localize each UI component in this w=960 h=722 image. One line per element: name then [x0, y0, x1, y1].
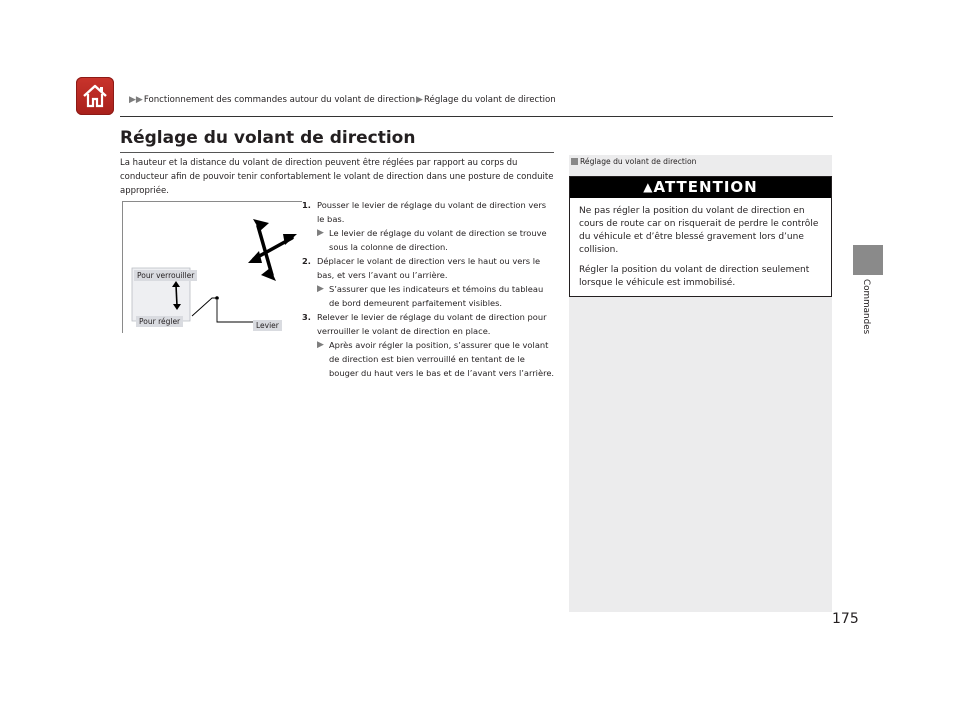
breadcrumb-parent[interactable]: Fonctionnement des commandes autour du volant de direction: [143, 95, 416, 105]
note-marker-icon: [571, 158, 578, 165]
list-item: [302, 310, 556, 338]
header-divider: [120, 116, 833, 117]
warning-paragraph: Régler la position du volant de direction seulement lorsque le véhicule est immobilisé.: [579, 265, 810, 288]
title-divider: [120, 152, 554, 153]
warning-title-text: ATTENTION: [653, 178, 758, 196]
breadcrumb-arrow-icon: ▶▶: [129, 95, 143, 105]
warning-triangle-icon: ▲: [643, 180, 654, 194]
list-item: [302, 226, 556, 254]
step-number: 3.: [302, 312, 311, 322]
list-item: [302, 254, 556, 282]
step-text: Relever le levier de réglage du volant de direction pour verrouiller le volant de direction en place.: [317, 312, 547, 336]
step-note: Le levier de réglage du volant de direction se trouve sous la colonne de direction.: [329, 228, 547, 252]
figure-label-adjust: Pour régler: [136, 316, 183, 327]
bullet-arrow-icon: ▶: [317, 284, 324, 294]
step-note: S’assurer que les indicateurs et témoins du tableau de bord demeurent parfaitement visibles.: [329, 284, 544, 308]
home-button[interactable]: [76, 77, 114, 115]
figure-label-lock: Pour verrouiller: [134, 270, 197, 281]
steering-lever-figure: [122, 201, 302, 333]
bullet-arrow-icon: ▶: [317, 228, 324, 238]
step-text: Déplacer le volant de direction vers le haut ou vers le bas, et vers l’avant ou l’arrière.: [317, 256, 541, 280]
figure-label-lever: Levier: [253, 320, 282, 331]
chapter-tab-label: Commandes: [861, 279, 871, 335]
section-title: Réglage du volant de direction: [120, 128, 416, 148]
intro-text: La hauteur et la distance du volant de direction peuvent être réglées par rapport au corps du conducteur afin de pouvoir tenir confortablement le volant de direction dans une posture de conduite appropriée.: [120, 158, 554, 196]
adjustment-arrows-icon: [122, 201, 302, 333]
step-text: Pousser le levier de réglage du volant de direction vers le bas.: [317, 200, 547, 224]
step-number: 2.: [302, 256, 311, 266]
chapter-tab-label-wrap: [853, 279, 883, 369]
steps-list: [302, 198, 556, 380]
warning-text: [579, 205, 825, 297]
breadcrumb: [128, 95, 556, 105]
breadcrumb-arrow-icon: ▶: [416, 95, 423, 105]
step-number: 1.: [302, 200, 311, 210]
list-item: [302, 338, 556, 380]
warning-paragraph: Ne pas régler la position du volant de direction en cours de route car on risquerait de perdre le contrôle du véhicule et d’être blessé gravement lors d’une collision.: [579, 206, 819, 255]
step-note: Après avoir régler la position, s’assurer que le volant de direction est bien verrouillé en tentant de le bouger du haut vers le bas et de l’avant vers l’arrière.: [329, 340, 555, 378]
chapter-tab[interactable]: [853, 245, 883, 275]
list-item: [302, 198, 556, 226]
sidebar-heading[interactable]: Réglage du volant de direction: [580, 157, 697, 166]
breadcrumb-current: Réglage du volant de direction: [423, 95, 556, 105]
bullet-arrow-icon: ▶: [317, 340, 324, 350]
page-number: 175: [832, 611, 859, 627]
home-icon: [81, 82, 109, 110]
warning-title: [570, 177, 831, 198]
list-item: [302, 282, 556, 310]
